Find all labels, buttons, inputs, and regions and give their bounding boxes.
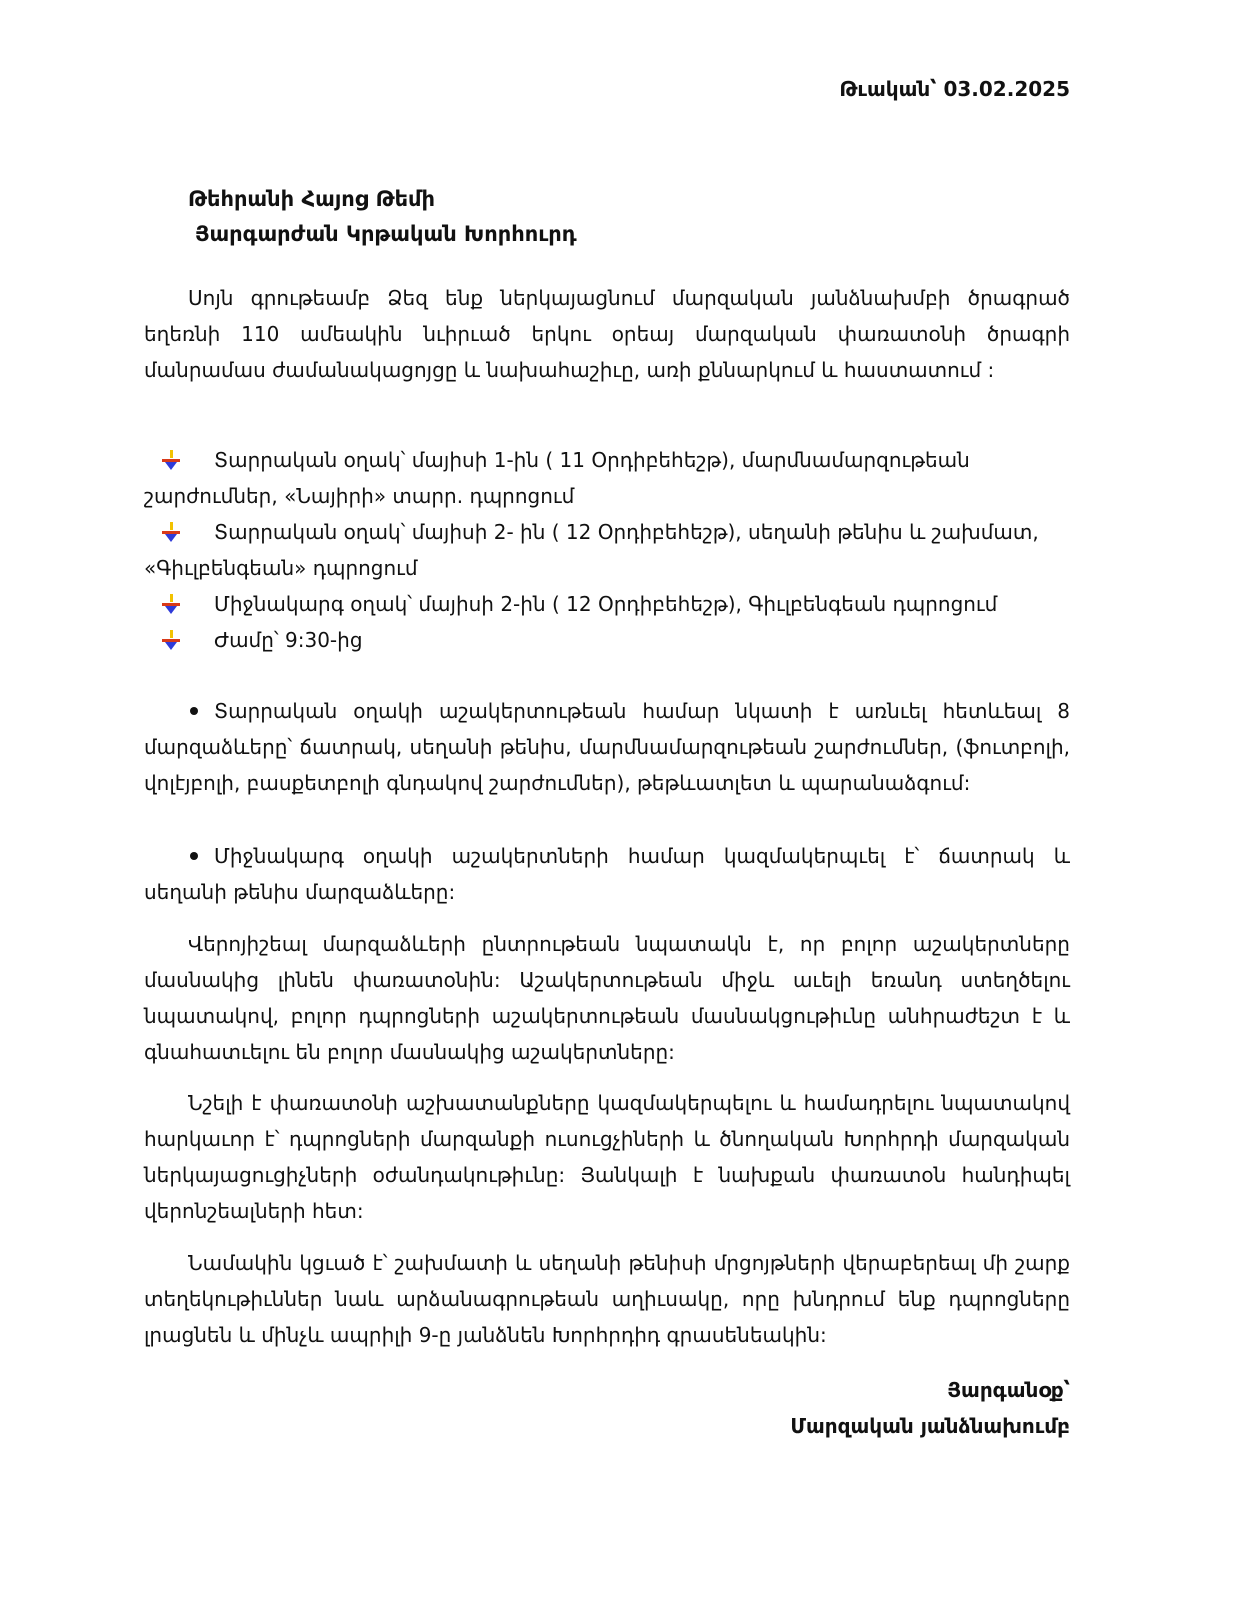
arrow-bullet-icon — [162, 450, 180, 470]
schedule-item-line: Ժամը՝ 9:30-ից — [214, 628, 363, 652]
addressee-block — [188, 182, 577, 252]
schedule-item — [144, 622, 1070, 658]
addressee-diocese: Թեհրանի Հայոց Թեմի — [188, 187, 436, 211]
bullet-dot-icon — [190, 707, 198, 715]
arrow-bullet-icon — [162, 630, 180, 650]
schedule-item — [144, 586, 1070, 622]
schedule-item — [144, 514, 1070, 586]
letter-date: Թւական՝ 03.02.2025 — [839, 77, 1070, 101]
body-paragraph-text: Նշելի է փառատօնի աշխատանքները կազմակերպելու և համադրելու նպատակով հարկաւոր է՝ դպրոցների մարզանքի ուսուցչիների և ծնողական Խորհրդի մարզական ներկայացուցիչների օժանդակութիւնը: Յանկալի է նախքան փառատօն հանդիպել վերոնշեալների հետ: — [144, 1091, 1070, 1223]
sports-bullet-paragraph — [144, 693, 1070, 801]
schedule-item-continuation: «Գիւլբենգեան» դպրոցում — [144, 556, 418, 580]
body-paragraph-text: Վերոյիշեալ մարզաձևերի ընտրութեան նպատակն է, որ բոլոր աշակերտները մասնակից լինեն փառատօնին: Աշակերտութեան միջև աւելի եռանդ ստեղծելու նպատակով, բոլոր դպրոցների աշակերտութեան մասնակցութիւնը անհրաժեշտ է և գնահատւելու են բոլոր մասնակից աշակերտները: — [144, 932, 1070, 1064]
signature-closing: Յարգանօք՝ — [947, 1378, 1070, 1402]
addressee-council: Յարգարժան Կրթական Խորհուրդ — [195, 222, 577, 246]
schedule-item-continuation: շարժումներ, «Նայիրի» տարր. դպրոցում — [144, 484, 575, 508]
intro-paragraph — [144, 280, 1070, 388]
schedule-item-line: Տարրական օղակ՝ մայիսի 1-ին ( 11 Օրդիբեհեշթ), մարմնամարզութեան — [214, 448, 970, 472]
sports-bullet-text: Միջնակարգ օղակի աշակերտների համար կազմակերպւել է՝ ճատրակ և սեղանի թենիս մարզաձևերը: — [144, 844, 1070, 904]
schedule-item-line: Միջնակարգ օղակ՝ մայիսի 2-ին ( 12 Օրդիբեհեշթ), Գիւլբենգեան դպրոցում — [214, 592, 998, 616]
signature-sender: Մարզական յանձնախումբ — [790, 1414, 1070, 1438]
schedule-item-line: Տարրական օղակ՝ մայիսի 2- ին ( 12 Օրդիբեհեշթ), սեղանի թենիս և շախմատ, — [214, 520, 1039, 544]
body-paragraph-text: Նամակին կցւած է՝ շախմատի և սեղանի թենիսի մրցոյթների վերաբերեալ մի շարք տեղեկութիւններ նաև արձանագրութեան աղիւսակը, որը խնդրում ենք դպրոցները լրացնեն և մինչև ապրիլի 9-ը յանձնեն Խորհրդիդ գրասենեակին: — [144, 1251, 1070, 1347]
body-paragraph — [144, 926, 1070, 1070]
arrow-bullet-icon — [162, 594, 180, 614]
signature-block — [790, 1372, 1070, 1444]
body-paragraph — [144, 1085, 1070, 1229]
arrow-bullet-icon — [162, 522, 180, 542]
schedule-item — [144, 442, 1070, 514]
sports-bullet-paragraph — [144, 838, 1070, 910]
body-paragraph — [144, 1245, 1070, 1353]
intro-text: Սոյն գրութեամբ Ձեզ ենք ներկայացնում մարզական յանձնախմբի ծրագրած եղեռնի 110 ամեակին նւիրւած երկու օրեայ մարզական փառատօնի ծրագրի մանրամաս ժամանակացոյցը և նախահաշիւը, առի քննարկում և հաստատում : — [144, 286, 1070, 382]
bullet-dot-icon — [190, 852, 198, 860]
sports-bullet-text: Տարրական օղակի աշակերտութեան համար նկատի է առնւել հետևեալ 8 մարզաձևերը՝ ճատրակ, սեղանի թենիս, մարմնամարզութեան շարժումներ, (ֆուտբոլի, վոլէյբոլի, բասքետբոլի գնդակով շարժումներ), թեթևատլետ և պարանաձգում: — [144, 699, 1070, 795]
